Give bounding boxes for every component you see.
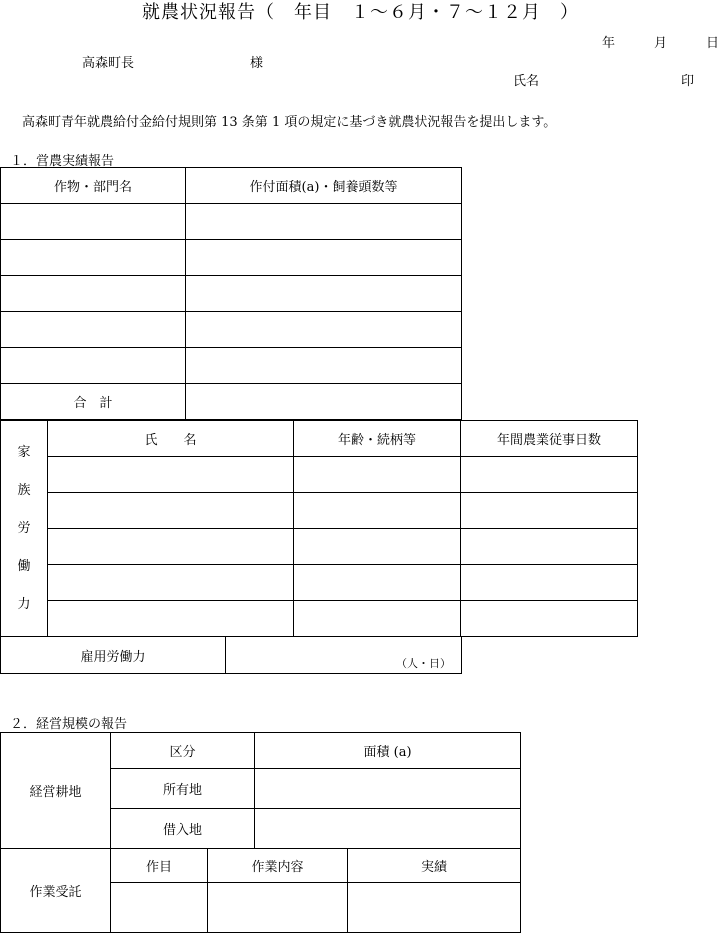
area-cell[interactable] (186, 240, 462, 276)
name-header: 氏 名 (48, 421, 294, 457)
age-cell[interactable] (294, 565, 461, 601)
name-cell[interactable] (48, 529, 294, 565)
hired-labor-cell[interactable] (226, 637, 462, 674)
age-cell[interactable] (294, 529, 461, 565)
page-title: 就農状況報告（ 年目 １～６月・７～１２月 ） (142, 2, 579, 23)
work-content-cell[interactable] (208, 883, 348, 933)
hired-labor-table (0, 636, 462, 674)
statement-text: 高森町青年就農給付金給付規則第 13 条第 1 項の規定に基づき就農状況報告を提出します。 (22, 115, 557, 130)
hired-labor-unit: （人・日） (396, 657, 451, 670)
leased-land-label: 借入地 (111, 809, 255, 849)
days-cell[interactable] (461, 529, 638, 565)
days-cell[interactable] (461, 565, 638, 601)
date-field: 年 月 日 (602, 36, 719, 51)
work-content-header: 作業内容 (208, 849, 348, 883)
result-cell[interactable] (348, 883, 521, 933)
age-header: 年齢・続柄等 (294, 421, 461, 457)
section2-heading: ２．経営規模の報告 (10, 717, 128, 732)
result-header: 実績 (348, 849, 521, 883)
area-cell[interactable] (186, 276, 462, 312)
honorific: 様 (250, 56, 264, 71)
crop-cell[interactable] (1, 312, 186, 348)
seal-mark: 印 (681, 74, 695, 89)
name-cell[interactable] (48, 457, 294, 493)
area-cell[interactable] (186, 312, 462, 348)
addressee: 高森町長 (82, 56, 135, 71)
crop-cell[interactable] (1, 276, 186, 312)
hired-labor-label: 雇用労働力 (1, 637, 226, 674)
owned-land-label: 所有地 (111, 769, 255, 809)
total-label: 合 計 (1, 384, 186, 420)
crop-cell[interactable] (1, 348, 186, 384)
crop-type-header: 作目 (111, 849, 208, 883)
total-cell[interactable] (186, 384, 462, 420)
name-cell[interactable] (48, 493, 294, 529)
age-cell[interactable] (294, 493, 461, 529)
name-cell[interactable] (48, 601, 294, 637)
section1-heading: １．営農実績報告 (10, 154, 115, 169)
kubun-header: 区分 (111, 733, 255, 769)
owned-land-cell[interactable] (255, 769, 521, 809)
age-cell[interactable] (294, 601, 461, 637)
days-cell[interactable] (461, 493, 638, 529)
farmland-table (0, 732, 521, 849)
days-cell[interactable] (461, 601, 638, 637)
area-cell[interactable] (186, 348, 462, 384)
area-cell[interactable] (186, 204, 462, 240)
days-header: 年間農業従事日数 (461, 421, 638, 457)
crop-table (0, 167, 462, 420)
age-cell[interactable] (294, 457, 461, 493)
family-labor-table (0, 420, 638, 637)
days-cell[interactable] (461, 457, 638, 493)
area-a-header: 面積 (a) (255, 733, 521, 769)
crop-cell[interactable] (1, 240, 186, 276)
name-cell[interactable] (48, 565, 294, 601)
farmland-label: 経営耕地 (1, 733, 111, 849)
family-labor-side-label: 家 族 労 働 力 (1, 421, 48, 637)
crop-header: 作物・部門名 (1, 168, 186, 204)
contract-work-table (0, 848, 521, 933)
name-label: 氏名 (513, 74, 540, 89)
contract-work-label: 作業受託 (1, 849, 111, 933)
crop-type-cell[interactable] (111, 883, 208, 933)
leased-land-cell[interactable] (255, 809, 521, 849)
area-header: 作付面積(a)・飼養頭数等 (186, 168, 462, 204)
crop-cell[interactable] (1, 204, 186, 240)
